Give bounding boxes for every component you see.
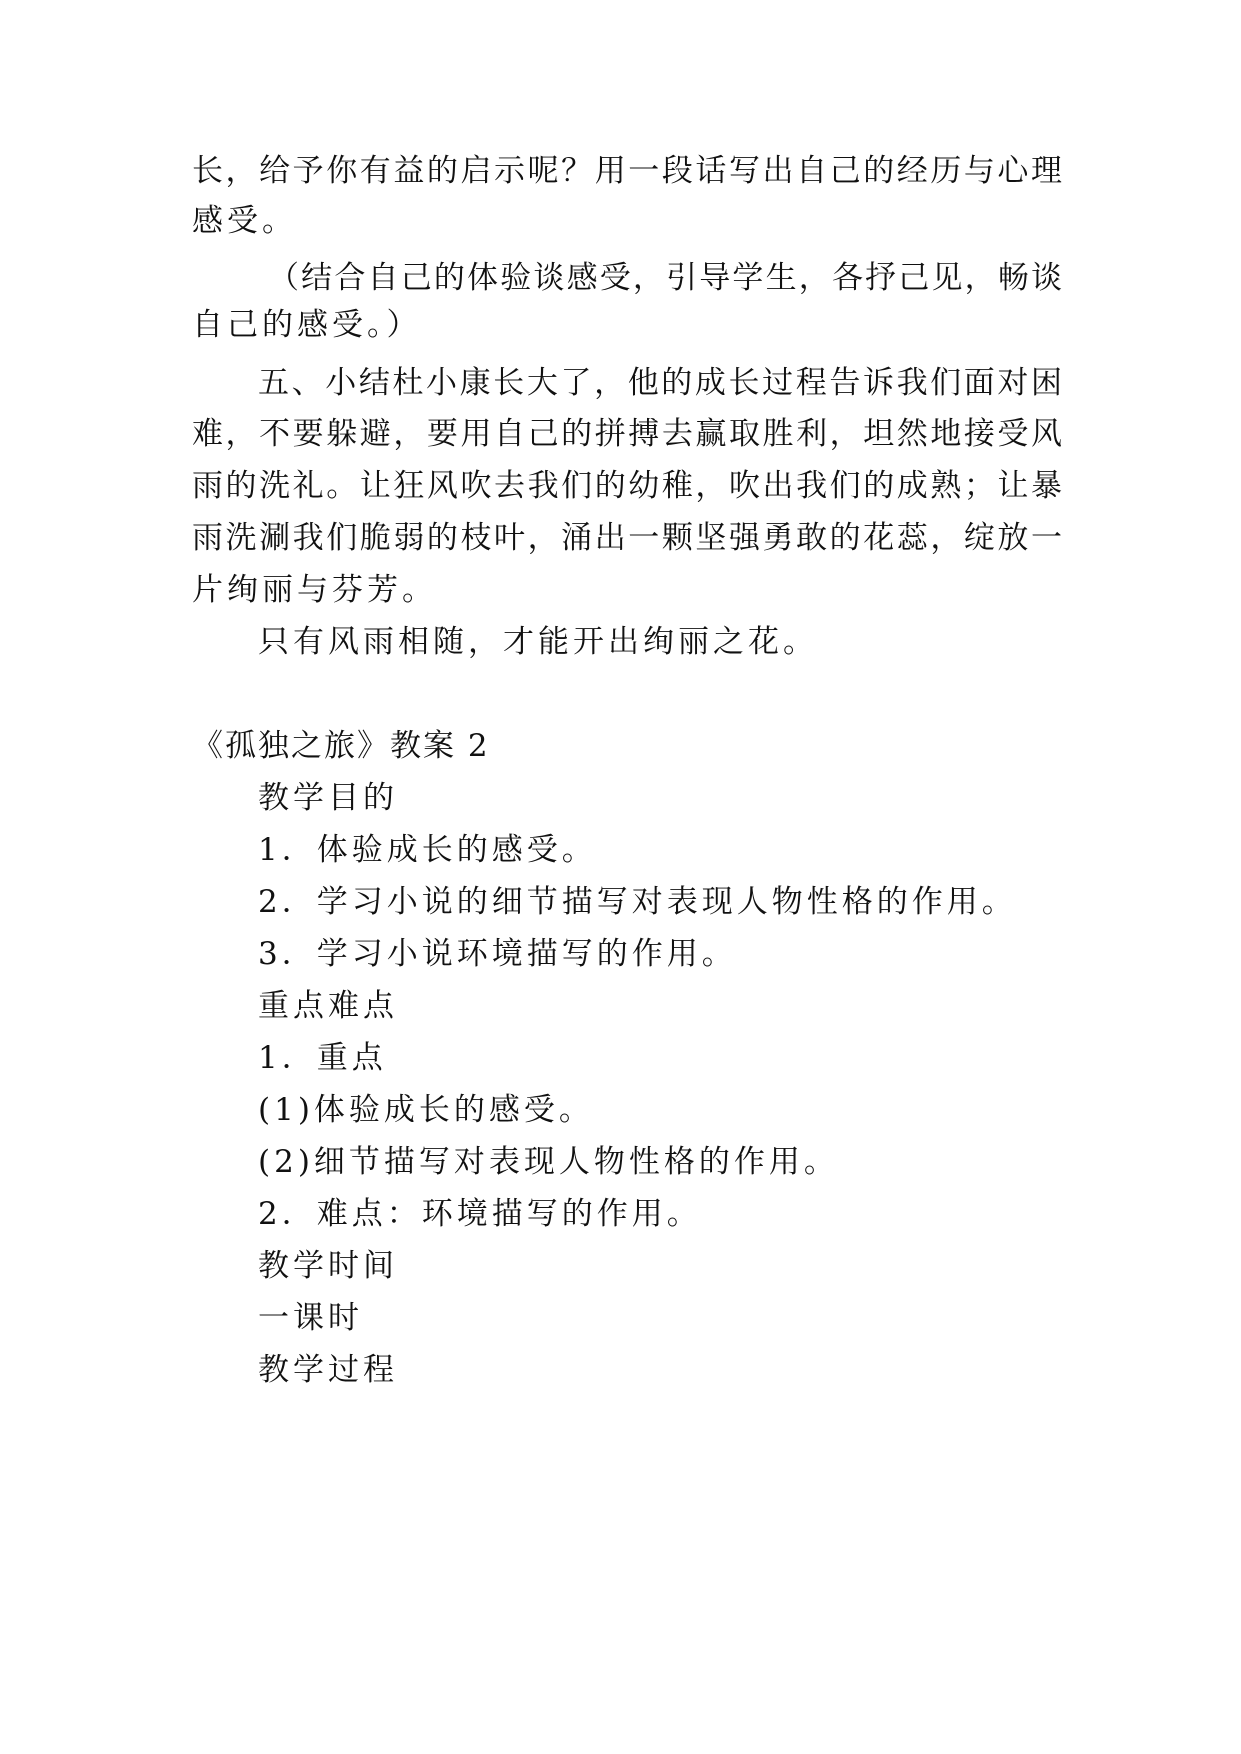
list-item: 一课时 bbox=[258, 1300, 363, 1336]
heading-teaching-time: 教学时间 bbox=[258, 1248, 398, 1284]
heading-teaching-process: 教学过程 bbox=[258, 1352, 398, 1388]
paragraph-line: 片绚丽与芬芳。 bbox=[192, 572, 437, 608]
heading-teaching-goals: 教学目的 bbox=[258, 780, 398, 816]
list-item: (1)体验成长的感受。 bbox=[258, 1092, 594, 1128]
list-item: 2．学习小说的细节描写对表现人物性格的作用。 bbox=[258, 884, 1017, 920]
section-title: 《孤独之旅》教案 2 bbox=[192, 728, 490, 764]
list-item: 2．难点：环境描写的作用。 bbox=[258, 1196, 702, 1232]
list-item: 1．体验成长的感受。 bbox=[258, 832, 597, 868]
paragraph-line: 自己的感受。） bbox=[192, 307, 422, 343]
paragraph-line: 雨的洗礼。让狂风吹去我们的幼稚，吹出我们的成熟；让暴 bbox=[192, 468, 1062, 504]
paragraph-line: 只有风雨相随，才能开出绚丽之花。 bbox=[258, 624, 818, 660]
paragraph-line: 长，给予你有益的启示呢？用一段话写出自己的经历与心理 bbox=[192, 153, 1062, 189]
list-item: 1．重点 bbox=[258, 1040, 387, 1076]
paragraph-line: 雨洗涮我们脆弱的枝叶，涌出一颗坚强勇敢的花蕊，绽放一 bbox=[192, 520, 1062, 556]
paragraph-line: 感受。 bbox=[192, 203, 297, 239]
paragraph-line: 五、小结杜小康长大了，他的成长过程告诉我们面对困 bbox=[258, 365, 1062, 401]
list-item: 3．学习小说环境描写的作用。 bbox=[258, 936, 737, 972]
paragraph-line: （结合自己的体验谈感受，引导学生，各抒己见，畅谈 bbox=[268, 260, 1062, 296]
list-item: (2)细节描写对表现人物性格的作用。 bbox=[258, 1144, 839, 1180]
heading-key-points: 重点难点 bbox=[258, 988, 398, 1024]
paragraph-line: 难，不要躲避，要用自己的拼搏去赢取胜利，坦然地接受风 bbox=[192, 416, 1062, 452]
